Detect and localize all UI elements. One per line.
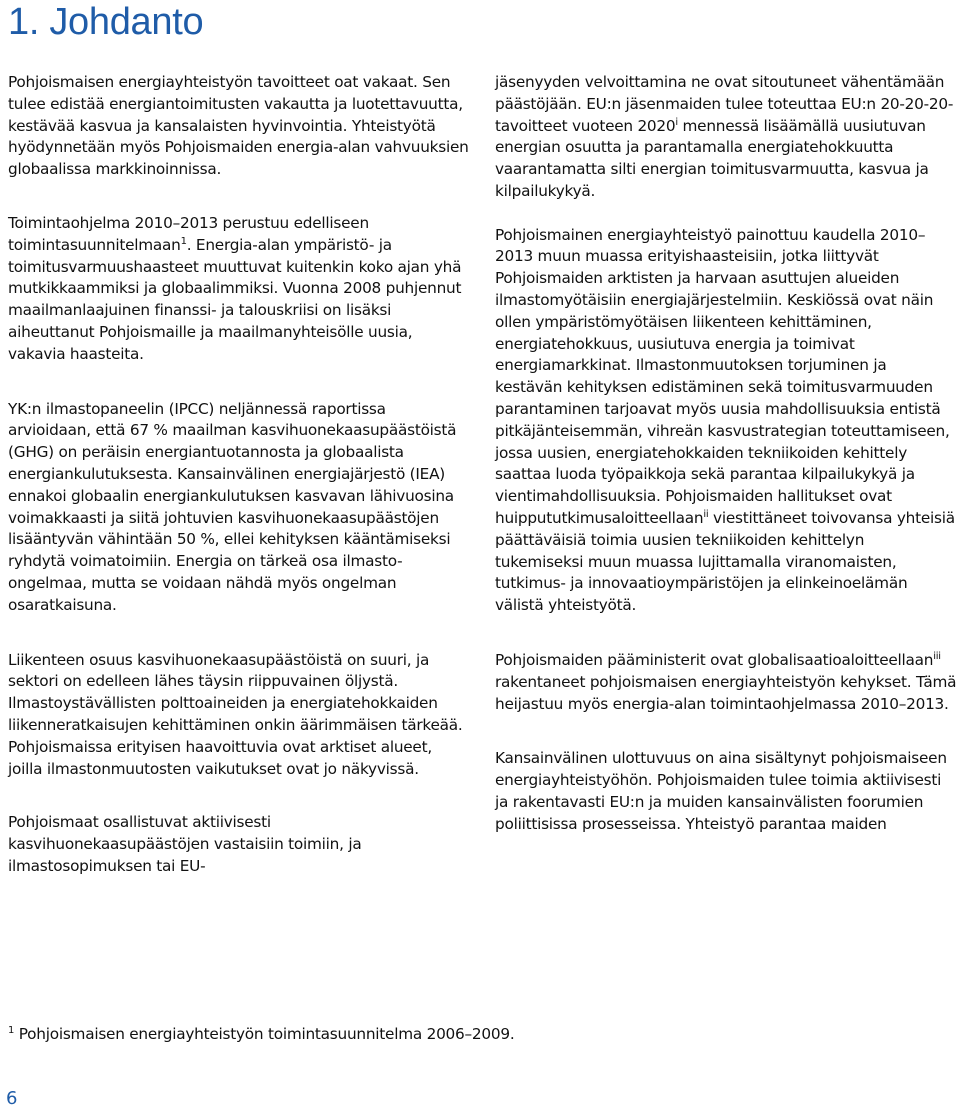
paragraph-action-plan	[8, 213, 470, 366]
paragraph-prime-ministers-text-a: Pohjoismaiden pääministerit ovat globalisaatioaloitteellaan	[495, 650, 934, 669]
right-column	[495, 72, 957, 836]
paragraph-prime-ministers	[495, 650, 957, 715]
paragraph-eu-targets-text-b: mennessä lisäämällä uusiutuvan energian osuutta ja parantamalla energiatehokkuutta vaarantamatta silti energian toimitusvarmuutta, kasvua ja kilpailukykyä.	[495, 116, 929, 200]
paragraph-transport: Liikenteen osuus kasvihuonekaasupäästöistä on suuri, ja sektori on edelleen lähes täysin riippuvainen öljystä. Ilmastoystävällisten polttoaineiden ja energiatehokkaiden liikenneratkaisujen kehittäminen onkin äärimmäisen tärkeää. Pohjoismaissa erityisen haavoittuvia ovat arktiset alueet, joilla ilmastonmuutosten vaikutukset ovat jo näkyvissä.	[8, 650, 463, 778]
paragraph-prime-ministers-text-b: rakentaneet pohjoismaisen energiayhteistyön kehykset. Tämä heijastuu myös energia-alan toimintaohjelmassa 2010–2013.	[495, 672, 957, 713]
footnote-reference-1[interactable]: 1	[180, 235, 187, 247]
endnote-reference-i[interactable]: i	[675, 116, 678, 128]
paragraph-ipcc: YK:n ilmastopaneelin (IPCC) neljännessä raportissa arvioidaan, että 67 % maailman kasvihuonekaasupäästöistä (GHG) on peräisin energiantuotannosta ja globaalista energiankulutuksesta. Kansainvälinen energiajärjestö (IEA) ennakoi globaalin energiankulutuksen kasvavan lähivuosina voimakkaasti ja siitä johtuvien kasvihuonekaasupäästöjen lisääntyvän vähintään 50 %, ellei kehityksen kääntämiseksi ryhdytä voimatoimiin. Energia on tärkeä osa ilmasto-ongelmaa, mutta se voidaan nähdä myös ongelman osaratkaisuna.	[8, 399, 457, 614]
paragraph-international: Kansainvälinen ulottuvuus on aina sisältynyt pohjoismaiseen energiayhteistyöhön. Pohjoismaiden tulee toimia aktiivisesti ja rakentavasti EU:n ja muiden kansainvälisten foorumien poliittisissa prosesseissa. Yhteistyö parantaa maiden	[495, 749, 947, 833]
page-title: 1. Johdanto	[8, 1, 204, 43]
endnote-reference-iii[interactable]: iii	[933, 650, 941, 662]
left-column	[8, 72, 470, 878]
paragraph-nordic-participation: Pohjoismaat osallistuvat aktiivisesti kasvihuonekaasupäästöjen vastaisiin toimiin, ja ilmastosopimuksen tai EU-	[8, 813, 362, 875]
paragraph-cooperation-focus	[495, 225, 957, 617]
paragraph-goals: Pohjoismaisen energiayhteistyön tavoitteet oat vakaat. Sen tulee edistää energiantoimitusten vakautta ja luotettavuutta, kestävää kasvua ja kansalaisten hyvinvointia. Yhteistyötä hyödynnetään myös Pohjoismaiden energia-alan vahvuuksien globaalissa markkinoinnissa.	[8, 73, 469, 179]
paragraph-action-plan-text-b: . Energia-alan ympäristö- ja toimitusvarmuushaasteet muuttuvat kuitenkin koko ajan yhä mutkikkaammiksi ja globaalimmiksi. Vuonna 2008 puhjennut maailmanlaajuinen finanssi- ja talouskriisi on lisäksi aiheuttanut Pohjoismaille ja maailmanyhteisölle uusia, vakavia haasteita.	[8, 235, 462, 363]
paragraph-cooperation-focus-text-b: viestittäneet toivovansa yhteisiä päättäväisiä toimia uusien tekniikoiden kehittelyn tukemiseksi muun muassa lujittamalla viranomaisten, tutkimus- ja innovaatioympäristöjen ja elinkeinoelämän välistä yhteistyötä.	[495, 508, 955, 615]
paragraph-cooperation-focus-text-a: Pohjoismainen energiayhteistyö painottuu kaudella 2010–2013 muun muassa erityishaasteisiin, jotka liittyvät Pohjoismaiden arktisten ja harvaan asuttujen alueiden ilmastomyötäisiin energiajärjestelmiin. Keskiössä ovat näin ollen ympäristömyötäisen liikenteen kehittäminen, energiatehokkuus, uusiutuva energia ja toimivat energiamarkkinat. Ilmastonmuutoksen torjuminen ja kestävän kehityksen edistäminen sekä toimitusvarmuuden parantaminen tarjoavat myös uusia mahdollisuuksia entistä pitkäjänteisemmän, vihreän kasvustrategian toteuttamiseen, jossa uusien, energiatehokkaiden tekniikoiden kehittely saattaa luoda työpaikkoja sekä parantaa kilpailukykyä ja vientimahdollisuuksia. Pohjoismaiden hallitukset ovat huippututkimusaloitteellaan	[495, 225, 950, 527]
page-number: 6	[6, 1088, 18, 1109]
footnote-number: 1	[8, 1025, 15, 1036]
footnote	[8, 1023, 514, 1045]
paragraph-eu-targets-text-a: jäsenyyden velvoittamina ne ovat sitoutuneet vähentämään päästöjään. EU:n jäsenmaiden tulee toteuttaa EU:n 20-20-20-tavoitteet vuoteen 2020	[495, 73, 954, 135]
paragraph-eu-targets	[495, 72, 957, 203]
footnote-text: Pohjoismaisen energiayhteistyön toimintasuunnitelma 2006–2009.	[14, 1025, 515, 1043]
endnote-reference-ii[interactable]: ii	[703, 508, 709, 520]
paragraph-action-plan-text-a: Toimintaohjelma 2010–2013 perustuu edelliseen toimintasuunnitelmaan	[8, 213, 369, 254]
